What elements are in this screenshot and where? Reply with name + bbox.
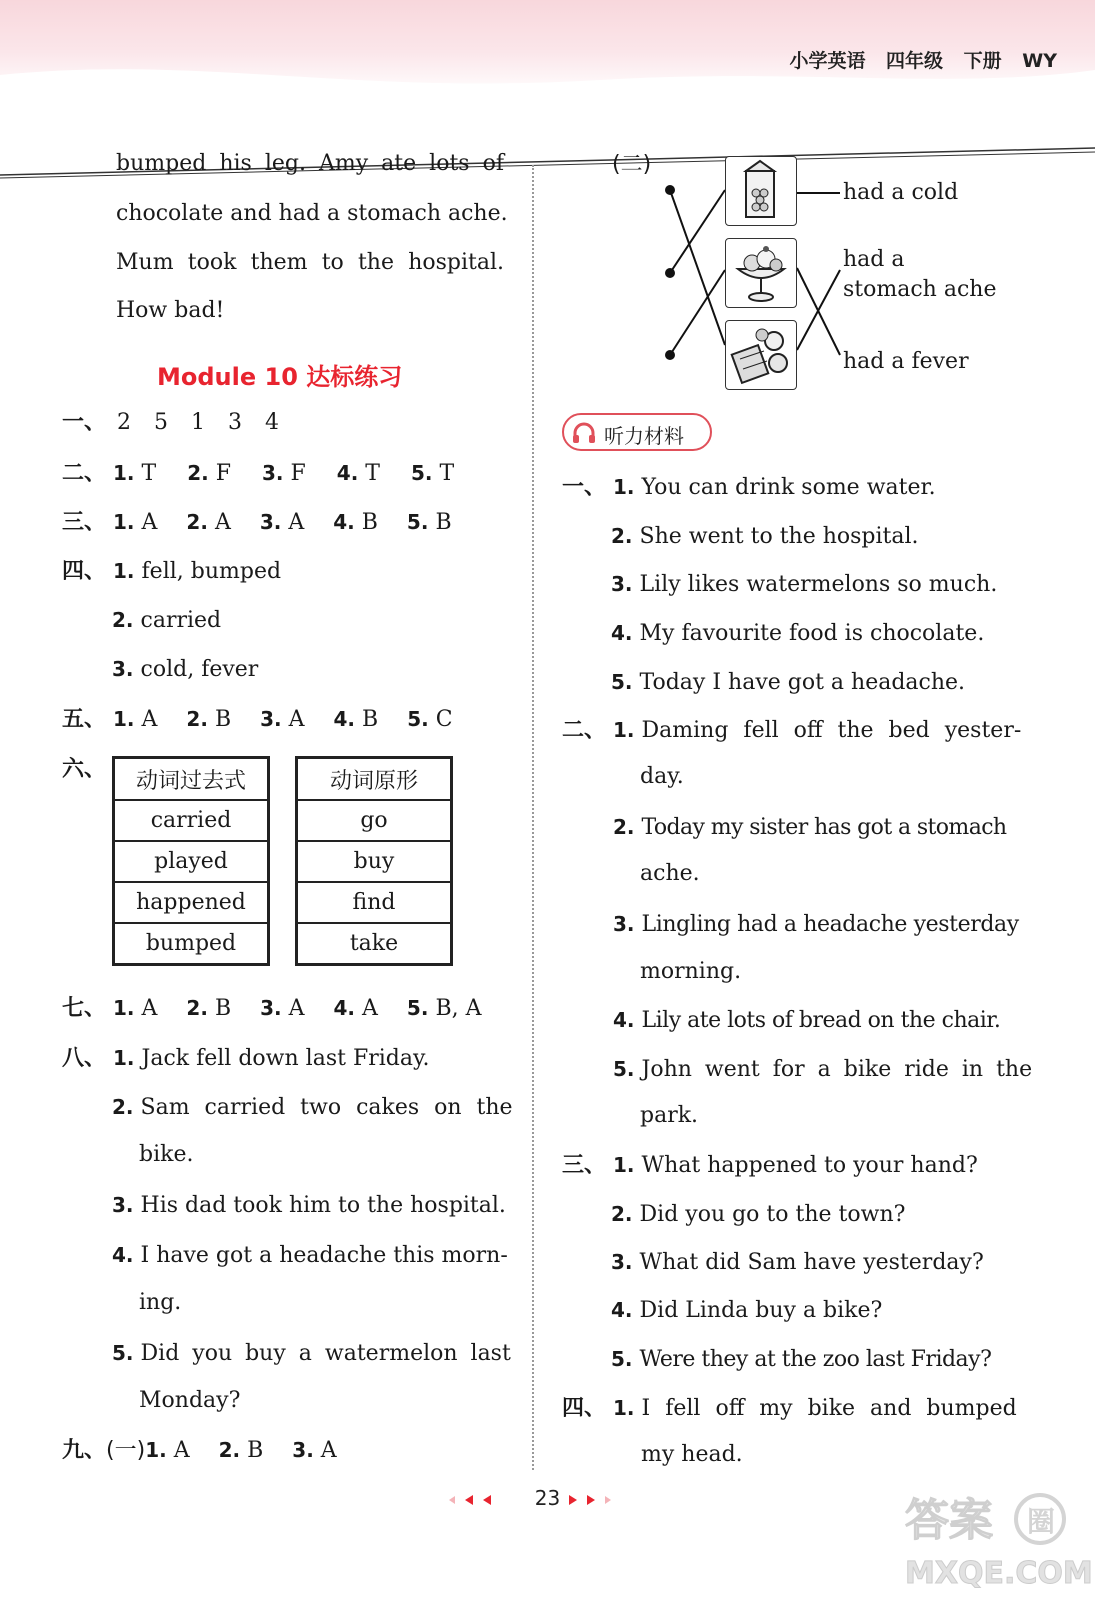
section-3 — [62, 507, 452, 538]
sentence: morning. — [640, 959, 742, 984]
item-number: 3. — [260, 707, 282, 731]
item-number: 3. — [260, 996, 282, 1020]
answer: A — [173, 1438, 190, 1463]
item-number: 5. — [406, 510, 429, 534]
item-number: 4. — [112, 1243, 134, 1267]
section-2 — [62, 458, 454, 489]
item-number: 5. — [410, 461, 433, 485]
item-number: 3. — [112, 1193, 134, 1217]
page-next-arrows-icon — [565, 1492, 617, 1508]
item-number: 2. — [218, 1438, 241, 1462]
answer: F — [290, 461, 306, 486]
table-header: 动词过去式 — [114, 758, 269, 801]
answer: cold, fever — [140, 657, 259, 682]
past-tense-table — [112, 756, 270, 966]
story-line-2: chocolate and had a stomach ache. — [116, 201, 508, 226]
section-4 — [62, 556, 281, 587]
table-cell: bumped — [114, 923, 269, 965]
section-9 — [62, 1435, 337, 1466]
section-mark: 七、 — [62, 996, 107, 1021]
section-mark: 九、 — [62, 1438, 107, 1463]
listen-section-1 — [562, 472, 936, 503]
section-5 — [62, 704, 453, 735]
sentence: my head. — [641, 1442, 743, 1467]
listen-line — [640, 859, 700, 889]
item-number: 3. — [262, 461, 284, 485]
listening-material-badge — [562, 413, 712, 451]
sentence: Lily likes watermelons so much. — [639, 572, 998, 597]
item-number: 4. — [333, 707, 356, 731]
section-mark: 八、 — [62, 1046, 107, 1071]
chocolate-picture — [725, 320, 797, 390]
item-number: 5. — [611, 670, 633, 694]
section-mark: 一、 — [562, 475, 607, 500]
item-number: 3. — [259, 510, 282, 534]
item-number: 2. — [112, 608, 134, 632]
answer: A — [214, 510, 231, 535]
listen-line — [613, 1054, 1032, 1085]
item-number: 1. — [613, 718, 635, 742]
item-number: 2. — [186, 996, 208, 1020]
item-number: 3. — [613, 912, 635, 936]
item-number: 3. — [292, 1438, 314, 1462]
answer: F — [215, 461, 231, 486]
item-number: 2. — [613, 815, 635, 839]
answer: A — [141, 707, 158, 732]
table-cell: buy — [297, 841, 452, 882]
item-number: 5. — [613, 1057, 635, 1081]
item-number: 1. — [113, 559, 135, 583]
answer: B — [361, 510, 378, 535]
answer: bike. — [139, 1142, 194, 1167]
sentence: Today I have got a headache. — [639, 670, 966, 695]
match-label: (二) — [612, 152, 652, 177]
page-number: 23 — [534, 1486, 561, 1510]
answer: T — [365, 461, 380, 486]
sentence: I fell off my bike and bumped — [641, 1396, 1017, 1421]
listen-line — [611, 1295, 882, 1326]
listen-line — [611, 1344, 991, 1375]
section-8-line — [112, 1338, 511, 1369]
answer: B — [435, 510, 452, 535]
book-info: 小学英语 四年级 下册 WY — [789, 50, 1057, 72]
svg-text:答案: 答案 — [905, 1495, 993, 1546]
sentence: You can drink some water. — [641, 475, 936, 500]
sentence: Were they at the zoo last Friday? — [639, 1347, 992, 1372]
answer: B — [214, 996, 232, 1021]
subsection-label: (一) — [106, 1438, 146, 1463]
item-number: 2. — [186, 510, 208, 534]
section-mark: 二、 — [562, 718, 607, 743]
item-number: 4. — [611, 621, 633, 645]
answer: His dad took him to the hospital. — [140, 1193, 506, 1218]
item-number: 4. — [611, 1298, 633, 1322]
section-mark: 四、 — [62, 559, 107, 584]
listen-section-3 — [562, 1150, 978, 1181]
answer: A — [141, 510, 158, 535]
sentence: She went to the hospital. — [639, 524, 919, 549]
item-number: 2. — [187, 461, 209, 485]
sentence: John went for a bike ride in the — [641, 1057, 1033, 1082]
listen-section-4 — [562, 1393, 1017, 1424]
table-cell: happened — [114, 882, 269, 923]
section-8-line — [139, 1386, 240, 1416]
sentence: My favourite food is chocolate. — [639, 621, 985, 646]
section-mark: 五、 — [62, 707, 107, 732]
sentence: day. — [640, 764, 684, 789]
item-number: 1. — [613, 475, 635, 499]
sentence: park. — [640, 1103, 699, 1128]
answer: A — [141, 996, 158, 1021]
item-number: 1. — [113, 996, 135, 1020]
story-line-3: Mum took them to the hospital. — [116, 250, 504, 275]
listen-section-2 — [562, 715, 1021, 746]
section-mark: 三、 — [562, 1153, 607, 1178]
sentence: ache. — [640, 861, 700, 886]
headphones-icon — [572, 422, 596, 444]
answer-sequence: 2 5 1 3 4 — [117, 410, 279, 435]
answer: A — [362, 996, 378, 1021]
answer: A — [288, 510, 305, 535]
sentence: Lingling had a headache yesterday — [641, 912, 1019, 937]
answer: A — [288, 707, 305, 732]
ice-cream-sundae-picture — [725, 238, 797, 308]
item-number: 1. — [145, 1438, 167, 1462]
answer: T — [141, 461, 157, 486]
section-6-mark — [62, 755, 106, 785]
match-phrase: had a fever — [843, 349, 969, 374]
module-title: Module 10 达标练习 — [157, 363, 403, 391]
section-1 — [62, 408, 279, 438]
item-number: 2. — [186, 707, 208, 731]
item-number: 1. — [113, 1046, 135, 1070]
answer: Did you buy a watermelon last — [140, 1341, 511, 1366]
item-number: 1. — [113, 707, 135, 731]
section-8-line — [112, 1190, 506, 1221]
section-8-line — [139, 1140, 193, 1170]
match-phrase: stomach ache — [843, 277, 997, 302]
match-phrase: had a cold — [843, 180, 959, 205]
sentence: Did Linda buy a bike? — [639, 1298, 883, 1323]
section-7 — [62, 993, 481, 1024]
listen-line — [640, 1101, 698, 1131]
table-cell: take — [297, 923, 452, 965]
watermark-logo — [900, 1483, 1093, 1593]
listen-line — [613, 1005, 1000, 1036]
item-number: 3. — [112, 657, 134, 681]
listen-line — [613, 812, 1007, 843]
section-mark: 二、 — [62, 461, 107, 486]
svg-text:圈: 圈 — [1027, 1505, 1056, 1538]
item-number: 5. — [406, 996, 429, 1020]
item-number: 5. — [407, 707, 429, 731]
story-line-4: How bad! — [116, 298, 225, 323]
listen-line — [613, 909, 1019, 940]
listening-material-label: 听力材料 — [604, 424, 684, 448]
answer: Sam carried two cakes on the — [140, 1095, 513, 1120]
sentence: Did you go to the town? — [639, 1202, 906, 1227]
sentence: Daming fell off the bed yester- — [641, 718, 1022, 743]
section-mark: 四、 — [562, 1396, 607, 1421]
listen-line — [611, 569, 997, 600]
item-number: 3. — [611, 572, 633, 596]
answer: Monday? — [139, 1388, 241, 1413]
listen-line — [641, 1440, 743, 1470]
answer: B, A — [435, 996, 482, 1021]
section-mark: 六、 — [62, 757, 107, 782]
table-cell: find — [297, 882, 452, 923]
item-number: 1. — [113, 510, 135, 534]
item-number: 2. — [611, 1202, 633, 1226]
listen-line — [640, 762, 684, 792]
answer: A — [320, 1438, 337, 1463]
item-number: 1. — [113, 461, 135, 485]
juice-carton-picture — [725, 156, 797, 226]
svg-text:MXQE.COM: MXQE.COM — [905, 1556, 1093, 1591]
match-phrase: had a — [843, 247, 905, 272]
item-number: 2. — [611, 524, 633, 548]
answer: fell, bumped — [141, 559, 282, 584]
answer: I have got a headache this morn- — [140, 1243, 508, 1268]
section-8-line — [112, 1240, 508, 1271]
table-header: 动词原形 — [297, 758, 452, 801]
section-mark: 一、 — [62, 410, 107, 435]
listen-line — [611, 667, 965, 698]
item-number: 5. — [112, 1341, 134, 1365]
listen-line — [640, 957, 741, 987]
column-divider — [532, 165, 534, 1470]
table-cell: go — [297, 800, 452, 841]
answer: T — [439, 461, 455, 486]
item-number: 2. — [112, 1095, 134, 1119]
listen-line — [611, 521, 919, 552]
table-cell: carried — [114, 800, 269, 841]
item-number: 1. — [613, 1396, 635, 1420]
listen-line — [611, 1199, 905, 1230]
item-number: 4. — [613, 1008, 635, 1032]
answer: A — [288, 996, 305, 1021]
item-number: 3. — [611, 1250, 633, 1274]
item-number: 4. — [336, 461, 359, 485]
section-8 — [62, 1043, 429, 1074]
section-mark: 三、 — [62, 510, 107, 535]
answer: B — [214, 707, 232, 732]
answer: carried — [140, 608, 222, 633]
section-4-line-2 — [112, 605, 221, 636]
section-4-line-3 — [112, 654, 258, 685]
sentence: Lily ate lots of bread on the chair. — [641, 1008, 1001, 1033]
section-8-line — [139, 1288, 181, 1318]
story-line-1: bumped his leg. Amy ate lots of — [116, 151, 504, 176]
answer: ing. — [139, 1290, 182, 1315]
item-number: 1. — [613, 1153, 635, 1177]
sentence: Today my sister has got a stomach — [641, 815, 1007, 840]
section-8-line — [112, 1092, 513, 1123]
item-number: 4. — [333, 996, 356, 1020]
listen-line — [611, 618, 984, 649]
answer: Jack fell down last Friday. — [141, 1046, 430, 1071]
base-form-table — [295, 756, 453, 966]
answer: B — [247, 1438, 264, 1463]
sentence: What did Sam have yesterday? — [639, 1250, 984, 1275]
item-number: 5. — [611, 1347, 633, 1371]
table-cell: played — [114, 841, 269, 882]
answer: B — [362, 707, 379, 732]
answer: C — [435, 707, 453, 732]
item-number: 4. — [333, 510, 355, 534]
listen-line — [611, 1247, 984, 1278]
sentence: What happened to your hand? — [641, 1153, 978, 1178]
